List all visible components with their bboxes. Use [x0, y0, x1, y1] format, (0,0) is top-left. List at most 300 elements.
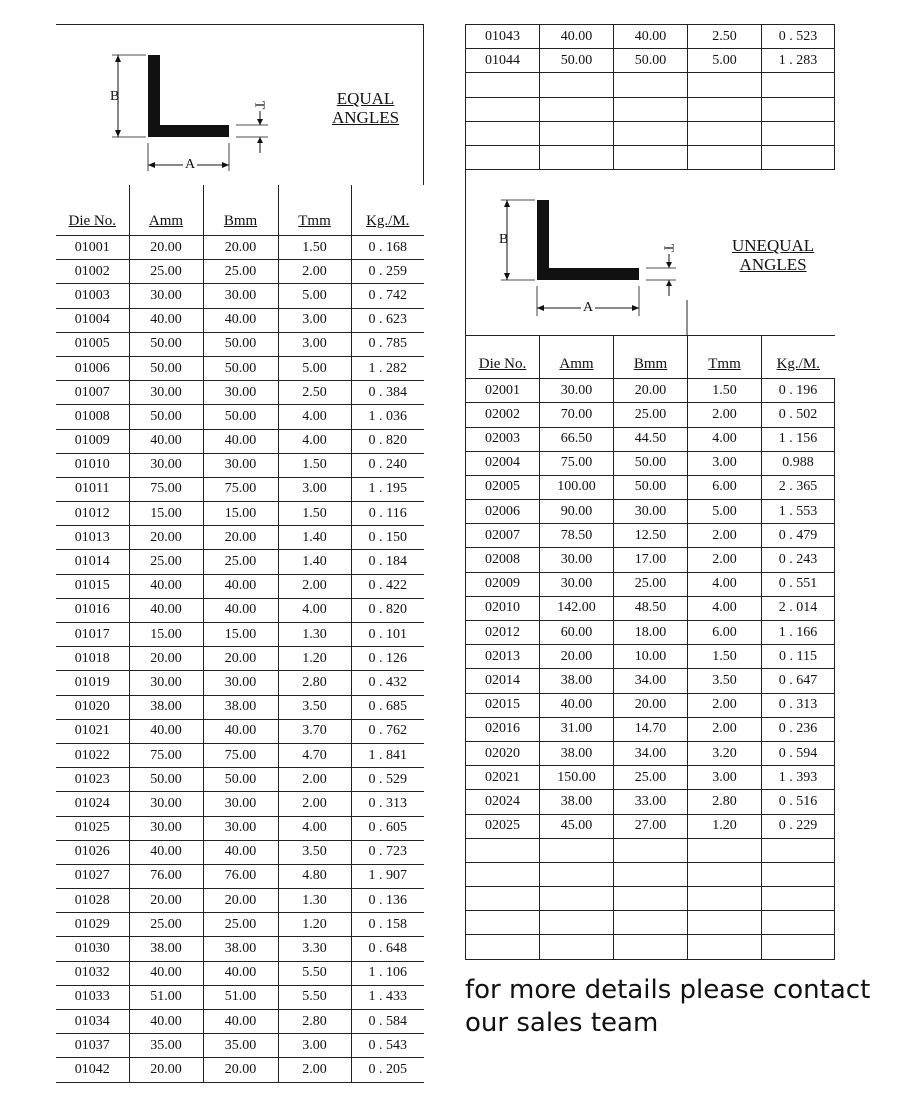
table-cell: 20.00 — [203, 889, 278, 913]
table-cell: 2.00 — [278, 574, 351, 598]
empty-cell — [614, 911, 688, 935]
table-cell: 25.00 — [614, 403, 688, 427]
table-cell: 02014 — [466, 669, 540, 693]
table-cell: 3.00 — [278, 332, 351, 356]
empty-cell — [540, 97, 614, 121]
table-cell: 2.00 — [688, 548, 762, 572]
table-row — [56, 381, 424, 405]
table-row — [56, 574, 424, 598]
table-row — [466, 693, 835, 717]
table-cell: 1.20 — [278, 913, 351, 937]
empty-row — [466, 145, 835, 169]
table-cell: 40.00 — [129, 719, 203, 743]
table-cell: 0 . 647 — [762, 669, 835, 693]
table-cell: 3.00 — [688, 451, 762, 475]
table-cell: 01027 — [56, 864, 129, 888]
table-row — [466, 572, 835, 596]
table-cell: 01001 — [56, 236, 129, 260]
table-cell: 40.00 — [203, 429, 278, 453]
empty-cell — [688, 97, 762, 121]
table-cell: 40.00 — [129, 961, 203, 985]
table-cell: 50.00 — [203, 405, 278, 429]
empty-cell — [540, 935, 614, 959]
table-cell: 4.00 — [278, 816, 351, 840]
right-column — [465, 24, 834, 960]
header-die-no: Die No. — [68, 213, 116, 229]
table-row — [56, 889, 424, 913]
table-cell: 2.80 — [688, 790, 762, 814]
table-cell: 1 . 166 — [762, 621, 835, 645]
table-cell: 34.00 — [614, 669, 688, 693]
table-cell: 66.50 — [540, 427, 614, 451]
header-bmm: Bmm — [633, 356, 668, 373]
empty-cell — [762, 73, 835, 97]
table-cell: 01017 — [56, 623, 129, 647]
table-cell: 01021 — [56, 719, 129, 743]
table-cell: 2.00 — [688, 524, 762, 548]
table-cell: 0 . 685 — [351, 695, 424, 719]
table-cell: 60.00 — [540, 621, 614, 645]
table-cell: 1 . 282 — [351, 356, 424, 380]
empty-cell — [466, 911, 540, 935]
table-cell: 50.00 — [614, 451, 688, 475]
table-cell: 75.00 — [203, 743, 278, 767]
table-cell: 0 . 259 — [351, 260, 424, 284]
table-cell: 01015 — [56, 574, 129, 598]
table-cell: 12.50 — [614, 524, 688, 548]
table-cell: 1.40 — [278, 526, 351, 550]
table-row — [56, 260, 424, 284]
empty-row — [466, 838, 835, 862]
table-cell: 30.00 — [614, 500, 688, 524]
empty-cell — [762, 887, 835, 911]
table-row — [56, 937, 424, 961]
table-cell: 50.00 — [203, 332, 278, 356]
table-cell: 4.70 — [278, 743, 351, 767]
table-cell: 02006 — [466, 500, 540, 524]
table-cell: 0 . 605 — [351, 816, 424, 840]
table-cell: 01006 — [56, 356, 129, 380]
empty-cell — [540, 838, 614, 862]
table-cell: 0 . 785 — [351, 332, 424, 356]
table-row — [56, 453, 424, 477]
table-row — [56, 284, 424, 308]
table-cell: 0 . 594 — [762, 741, 835, 765]
table-cell: 4.00 — [278, 429, 351, 453]
table-cell: 0 . 479 — [762, 524, 835, 548]
empty-row — [466, 862, 835, 886]
table-cell: 01037 — [56, 1034, 129, 1058]
table-cell: 142.00 — [540, 596, 614, 620]
table-cell: 0 . 168 — [351, 236, 424, 260]
table-cell: 40.00 — [540, 25, 614, 49]
table-cell: 2.00 — [278, 768, 351, 792]
empty-cell — [540, 887, 614, 911]
table-cell: 01028 — [56, 889, 129, 913]
table-cell: 2.80 — [278, 671, 351, 695]
table-cell: 38.00 — [129, 937, 203, 961]
table-cell: 50.00 — [203, 768, 278, 792]
table-cell: 0 . 196 — [762, 379, 835, 403]
empty-cell — [762, 862, 835, 886]
table-cell: 1 . 553 — [762, 500, 835, 524]
table-cell: 1.50 — [278, 453, 351, 477]
table-cell: 15.00 — [203, 502, 278, 526]
table-cell: 0 . 116 — [351, 502, 424, 526]
table-cell: 38.00 — [203, 695, 278, 719]
table-row — [466, 621, 835, 645]
table-cell: 15.00 — [129, 502, 203, 526]
table-row — [56, 743, 424, 767]
table-cell: 25.00 — [129, 550, 203, 574]
header-die-no: Die No. — [478, 356, 527, 373]
empty-cell — [466, 862, 540, 886]
table-cell: 4.80 — [278, 864, 351, 888]
table-cell: 2.00 — [688, 717, 762, 741]
table-cell: 01030 — [56, 937, 129, 961]
table-cell: 76.00 — [203, 864, 278, 888]
table-cell: 40.00 — [614, 25, 688, 49]
table-row — [466, 500, 835, 524]
table-cell: 0 . 384 — [351, 381, 424, 405]
equal-angles-continued-table — [465, 24, 835, 170]
table-cell: 75.00 — [129, 477, 203, 501]
table-cell: 40.00 — [129, 429, 203, 453]
table-cell: 38.00 — [540, 741, 614, 765]
empty-row — [466, 121, 835, 145]
table-header-row — [466, 336, 835, 379]
dimension-t-label: T — [660, 243, 676, 253]
empty-cell — [540, 73, 614, 97]
table-cell: 30.00 — [129, 453, 203, 477]
empty-row — [466, 73, 835, 97]
empty-cell — [762, 145, 835, 169]
table-row — [56, 985, 424, 1009]
table-cell: 0 . 313 — [762, 693, 835, 717]
table-row — [56, 671, 424, 695]
table-cell: 75.00 — [203, 477, 278, 501]
table-row — [56, 840, 424, 864]
table-cell: 02020 — [466, 741, 540, 765]
table-cell: 1 . 907 — [351, 864, 424, 888]
table-cell: 50.00 — [540, 49, 614, 73]
table-cell: 30.00 — [129, 671, 203, 695]
table-cell: 1 . 156 — [762, 427, 835, 451]
table-cell: 25.00 — [129, 260, 203, 284]
table-cell: 01020 — [56, 695, 129, 719]
table-row — [56, 356, 424, 380]
table-cell: 20.00 — [129, 526, 203, 550]
table-cell: 70.00 — [540, 403, 614, 427]
contact-note — [465, 974, 885, 1040]
table-row — [56, 647, 424, 671]
unequal-angles-table — [465, 335, 835, 960]
table-cell: 76.00 — [129, 864, 203, 888]
table-cell: 20.00 — [614, 379, 688, 403]
table-cell: 50.00 — [614, 49, 688, 73]
table-cell: 01018 — [56, 647, 129, 671]
table-cell: 0 . 551 — [762, 572, 835, 596]
table-cell: 38.00 — [540, 669, 614, 693]
table-cell: 01004 — [56, 308, 129, 332]
empty-cell — [688, 887, 762, 911]
equal-angle-diagram — [56, 24, 424, 185]
table-cell: 02005 — [466, 475, 540, 499]
empty-row — [466, 97, 835, 121]
table-cell: 1 . 195 — [351, 477, 424, 501]
table-cell: 01011 — [56, 477, 129, 501]
table-cell: 01034 — [56, 1010, 129, 1034]
table-cell: 3.00 — [278, 477, 351, 501]
table-cell: 1.30 — [278, 623, 351, 647]
dimension-a-label: A — [583, 300, 594, 316]
table-cell: 0 . 742 — [351, 284, 424, 308]
header-tmm: Tmm — [708, 356, 741, 373]
table-cell: 40.00 — [540, 693, 614, 717]
table-cell: 0 . 820 — [351, 429, 424, 453]
dimension-a-label: A — [185, 157, 196, 172]
table-cell: 1 . 433 — [351, 985, 424, 1009]
table-cell: 20.00 — [129, 236, 203, 260]
table-cell: 1.20 — [278, 647, 351, 671]
empty-cell — [614, 73, 688, 97]
table-cell: 01014 — [56, 550, 129, 574]
table-cell: 4.00 — [278, 598, 351, 622]
table-row — [466, 451, 835, 475]
empty-cell — [688, 838, 762, 862]
table-cell: 3.50 — [278, 695, 351, 719]
table-cell: 02008 — [466, 548, 540, 572]
header-kg-per-m: Kg./M. — [366, 213, 410, 229]
table-row — [56, 502, 424, 526]
table-cell: 01008 — [56, 405, 129, 429]
table-cell: 35.00 — [129, 1034, 203, 1058]
empty-cell — [762, 838, 835, 862]
table-cell: 02024 — [466, 790, 540, 814]
table-cell: 51.00 — [129, 985, 203, 1009]
table-cell: 2.00 — [278, 1058, 351, 1082]
table-cell: 1 . 036 — [351, 405, 424, 429]
table-cell: 25.00 — [203, 550, 278, 574]
table-cell: 0 . 136 — [351, 889, 424, 913]
table-cell: 01009 — [56, 429, 129, 453]
table-cell: 01033 — [56, 985, 129, 1009]
table-cell: 02021 — [466, 766, 540, 790]
table-cell: 1.50 — [278, 236, 351, 260]
table-cell: 0 . 648 — [351, 937, 424, 961]
table-cell: 3.50 — [688, 669, 762, 693]
header-kg-per-m: Kg./M. — [776, 356, 820, 373]
table-cell: 30.00 — [129, 381, 203, 405]
table-cell: 0 . 502 — [762, 403, 835, 427]
table-cell: 2 . 014 — [762, 596, 835, 620]
table-row — [466, 766, 835, 790]
empty-row — [466, 887, 835, 911]
table-cell: 30.00 — [129, 284, 203, 308]
table-row — [56, 695, 424, 719]
table-row — [466, 427, 835, 451]
table-cell: 0.988 — [762, 451, 835, 475]
table-cell: 20.00 — [129, 889, 203, 913]
table-cell: 40.00 — [203, 574, 278, 598]
table-row — [466, 596, 835, 620]
table-cell: 34.00 — [614, 741, 688, 765]
table-cell: 4.00 — [688, 427, 762, 451]
table-cell: 0 . 516 — [762, 790, 835, 814]
table-cell: 02007 — [466, 524, 540, 548]
table-cell: 25.00 — [203, 260, 278, 284]
table-cell: 30.00 — [540, 379, 614, 403]
table-cell: 5.50 — [278, 985, 351, 1009]
table-row — [56, 598, 424, 622]
empty-cell — [614, 838, 688, 862]
table-cell: 01022 — [56, 743, 129, 767]
empty-cell — [688, 73, 762, 97]
empty-row — [466, 935, 835, 959]
table-row — [466, 403, 835, 427]
table-cell: 3.70 — [278, 719, 351, 743]
table-row — [466, 790, 835, 814]
table-cell: 20.00 — [203, 647, 278, 671]
table-cell: 5.00 — [688, 49, 762, 73]
empty-cell — [466, 97, 540, 121]
table-cell: 0 . 243 — [762, 548, 835, 572]
table-cell: 5.50 — [278, 961, 351, 985]
table-row — [56, 236, 424, 260]
empty-cell — [466, 73, 540, 97]
empty-cell — [762, 911, 835, 935]
table-cell: 01013 — [56, 526, 129, 550]
table-cell: 02004 — [466, 451, 540, 475]
table-cell: 5.00 — [688, 500, 762, 524]
table-row — [56, 1058, 424, 1082]
empty-cell — [614, 97, 688, 121]
table-cell: 01012 — [56, 502, 129, 526]
table-cell: 2.00 — [278, 792, 351, 816]
table-cell: 20.00 — [540, 645, 614, 669]
table-row — [466, 524, 835, 548]
table-cell: 30.00 — [129, 792, 203, 816]
table-cell: 2.00 — [278, 260, 351, 284]
table-cell: 30.00 — [203, 671, 278, 695]
header-bmm: Bmm — [223, 213, 258, 229]
table-cell: 1 . 841 — [351, 743, 424, 767]
table-cell: 30.00 — [129, 816, 203, 840]
table-cell: 01029 — [56, 913, 129, 937]
table-cell: 1.50 — [278, 502, 351, 526]
table-cell: 02015 — [466, 693, 540, 717]
table-cell: 01044 — [466, 49, 540, 73]
table-cell: 20.00 — [614, 693, 688, 717]
table-cell: 2 . 365 — [762, 475, 835, 499]
table-cell: 01016 — [56, 598, 129, 622]
equal-angles-section — [56, 24, 424, 1083]
empty-cell — [762, 935, 835, 959]
table-cell: 38.00 — [540, 790, 614, 814]
table-cell: 0 . 422 — [351, 574, 424, 598]
table-cell: 30.00 — [203, 453, 278, 477]
contact-line-2: our sales team — [465, 1008, 659, 1038]
table-row — [56, 719, 424, 743]
table-cell: 0 . 229 — [762, 814, 835, 838]
empty-cell — [540, 911, 614, 935]
table-cell: 01042 — [56, 1058, 129, 1082]
table-cell: 0 . 762 — [351, 719, 424, 743]
empty-cell — [614, 862, 688, 886]
equal-angles-title: EQUAL ANGLES — [332, 89, 400, 127]
table-cell: 25.00 — [129, 913, 203, 937]
table-cell: 5.00 — [278, 284, 351, 308]
table-row — [56, 308, 424, 332]
table-cell: 1 . 393 — [762, 766, 835, 790]
table-cell: 40.00 — [129, 308, 203, 332]
table-row — [56, 477, 424, 501]
table-cell: 0 . 432 — [351, 671, 424, 695]
empty-cell — [614, 887, 688, 911]
table-row — [56, 792, 424, 816]
table-cell: 20.00 — [203, 526, 278, 550]
table-cell: 0 . 523 — [762, 25, 835, 49]
empty-cell — [466, 121, 540, 145]
table-cell: 44.50 — [614, 427, 688, 451]
table-cell: 0 . 313 — [351, 792, 424, 816]
table-row — [466, 25, 835, 49]
table-cell: 40.00 — [203, 1010, 278, 1034]
table-cell: 20.00 — [129, 647, 203, 671]
table-cell: 0 . 529 — [351, 768, 424, 792]
table-header-row — [56, 185, 424, 236]
table-cell: 01025 — [56, 816, 129, 840]
table-cell: 38.00 — [129, 695, 203, 719]
contact-line-1: for more details please contact — [465, 975, 871, 1005]
table-row — [56, 1010, 424, 1034]
header-amm: Amm — [148, 213, 184, 229]
table-cell: 0 . 820 — [351, 598, 424, 622]
table-row — [56, 526, 424, 550]
table-cell: 27.00 — [614, 814, 688, 838]
table-row — [56, 405, 424, 429]
empty-cell — [614, 121, 688, 145]
table-cell: 33.00 — [614, 790, 688, 814]
empty-cell — [688, 121, 762, 145]
table-cell: 01023 — [56, 768, 129, 792]
table-row — [56, 816, 424, 840]
table-row — [466, 475, 835, 499]
table-cell: 01003 — [56, 284, 129, 308]
equal-angles-table — [56, 185, 424, 1083]
table-row — [466, 49, 835, 73]
table-cell: 1.30 — [278, 889, 351, 913]
empty-cell — [540, 145, 614, 169]
table-cell: 40.00 — [129, 598, 203, 622]
table-cell: 25.00 — [203, 913, 278, 937]
table-row — [466, 379, 835, 403]
table-cell: 1.20 — [688, 814, 762, 838]
table-cell: 2.00 — [688, 403, 762, 427]
table-cell: 4.00 — [278, 405, 351, 429]
table-cell: 1.50 — [688, 379, 762, 403]
table-cell: 0 . 240 — [351, 453, 424, 477]
table-cell: 0 . 584 — [351, 1010, 424, 1034]
empty-cell — [466, 145, 540, 169]
table-cell: 6.00 — [688, 621, 762, 645]
empty-cell — [540, 121, 614, 145]
table-row — [466, 548, 835, 572]
table-cell: 3.00 — [278, 1034, 351, 1058]
table-cell: 2.80 — [278, 1010, 351, 1034]
table-cell: 51.00 — [203, 985, 278, 1009]
table-cell: 01007 — [56, 381, 129, 405]
